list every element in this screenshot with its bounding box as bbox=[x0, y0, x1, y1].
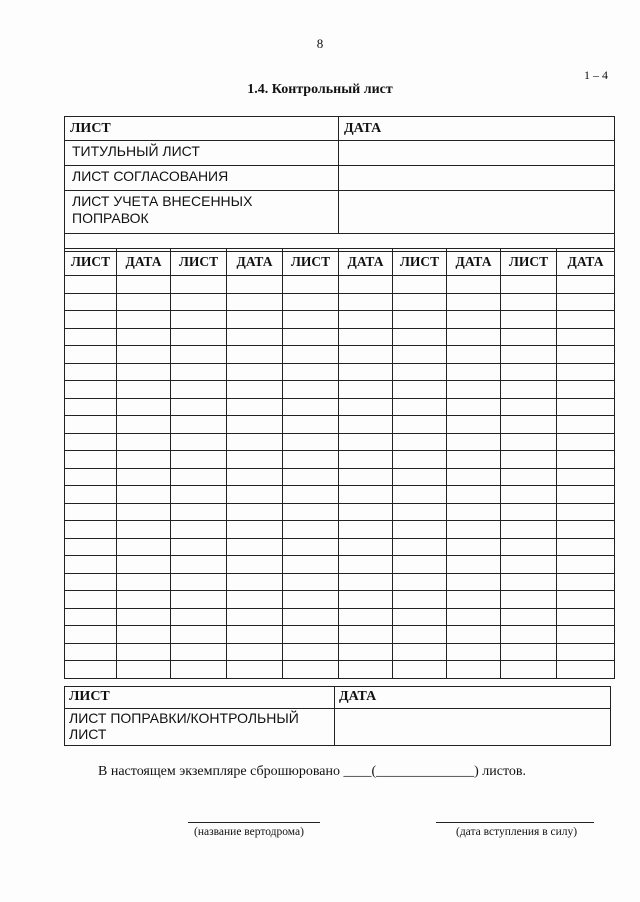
grid-cell bbox=[65, 608, 117, 626]
bottom-control-table bbox=[64, 686, 611, 746]
grid-cell bbox=[117, 556, 171, 574]
grid-cell bbox=[65, 276, 117, 294]
grid-cell bbox=[283, 416, 339, 434]
grid-cell bbox=[501, 363, 557, 381]
grid-cell bbox=[171, 311, 227, 329]
grid-cell bbox=[339, 573, 393, 591]
grid-cell bbox=[501, 346, 557, 364]
grid-cell bbox=[557, 433, 615, 451]
top-table-date-cell bbox=[339, 191, 615, 234]
grid-date-header: ДАТА bbox=[557, 249, 615, 276]
grid-cell bbox=[171, 503, 227, 521]
grid-date-header: ДАТА bbox=[447, 249, 501, 276]
grid-row bbox=[65, 381, 615, 399]
grid-sheet-header: ЛИСТ bbox=[65, 249, 117, 276]
grid-row bbox=[65, 451, 615, 469]
grid-row bbox=[65, 398, 615, 416]
grid-cell bbox=[227, 468, 283, 486]
grid-cell bbox=[283, 346, 339, 364]
grid-cell bbox=[65, 538, 117, 556]
grid-cell bbox=[557, 416, 615, 434]
grid-row bbox=[65, 346, 615, 364]
grid-cell bbox=[227, 538, 283, 556]
stitched-sheets-statement: В настоящем экземпляре сброшюровано ____(______________) листов. bbox=[98, 764, 527, 779]
grid-cell bbox=[447, 381, 501, 399]
grid-cell bbox=[393, 311, 447, 329]
bottom-table-sheet-header: ЛИСТ bbox=[65, 687, 335, 709]
grid-cell bbox=[339, 556, 393, 574]
grid-row bbox=[65, 311, 615, 329]
grid-row bbox=[65, 416, 615, 434]
grid-cell bbox=[227, 433, 283, 451]
grid-cell bbox=[117, 468, 171, 486]
grid-cell bbox=[171, 556, 227, 574]
grid-cell bbox=[283, 486, 339, 504]
grid-cell bbox=[227, 626, 283, 644]
grid-cell bbox=[501, 503, 557, 521]
grid-cell bbox=[393, 433, 447, 451]
grid-cell bbox=[171, 346, 227, 364]
grid-row bbox=[65, 363, 615, 381]
grid-cell bbox=[557, 276, 615, 294]
grid-cell bbox=[447, 328, 501, 346]
grid-cell bbox=[65, 398, 117, 416]
grid-cell bbox=[171, 363, 227, 381]
grid-cell bbox=[283, 468, 339, 486]
grid-cell bbox=[171, 521, 227, 539]
grid-cell bbox=[65, 346, 117, 364]
grid-cell bbox=[393, 328, 447, 346]
grid-cell bbox=[171, 486, 227, 504]
grid-cell bbox=[171, 293, 227, 311]
grid-cell bbox=[171, 626, 227, 644]
grid-cell bbox=[339, 608, 393, 626]
grid-cell bbox=[557, 293, 615, 311]
top-control-table bbox=[64, 116, 615, 252]
grid-cell bbox=[227, 591, 283, 609]
heliport-name-signature-line bbox=[188, 822, 320, 823]
grid-cell bbox=[171, 433, 227, 451]
grid-cell bbox=[339, 591, 393, 609]
grid-cell bbox=[557, 591, 615, 609]
grid-cell bbox=[339, 468, 393, 486]
grid-cell bbox=[65, 416, 117, 434]
grid-cell bbox=[447, 468, 501, 486]
grid-cell bbox=[447, 521, 501, 539]
grid-cell bbox=[117, 608, 171, 626]
grid-cell bbox=[117, 538, 171, 556]
grid-cell bbox=[283, 538, 339, 556]
page-number: 8 bbox=[316, 36, 324, 51]
grid-cell bbox=[283, 643, 339, 661]
grid-cell bbox=[283, 433, 339, 451]
grid-sheet-header: ЛИСТ bbox=[283, 249, 339, 276]
top-table-date-cell bbox=[339, 166, 615, 191]
grid-cell bbox=[501, 328, 557, 346]
grid-date-header: ДАТА bbox=[339, 249, 393, 276]
grid-cell bbox=[171, 538, 227, 556]
grid-cell bbox=[557, 643, 615, 661]
grid-cell bbox=[501, 643, 557, 661]
grid-cell bbox=[339, 416, 393, 434]
grid-cell bbox=[393, 293, 447, 311]
grid-cell bbox=[283, 276, 339, 294]
grid-cell bbox=[393, 346, 447, 364]
grid-cell bbox=[227, 381, 283, 399]
grid-cell bbox=[171, 451, 227, 469]
grid-cell bbox=[501, 276, 557, 294]
grid-cell bbox=[65, 556, 117, 574]
grid-cell bbox=[393, 276, 447, 294]
grid-cell bbox=[501, 521, 557, 539]
grid-cell bbox=[227, 293, 283, 311]
grid-cell bbox=[117, 503, 171, 521]
grid-date-header: ДАТА bbox=[227, 249, 283, 276]
grid-row bbox=[65, 661, 615, 679]
grid-row bbox=[65, 556, 615, 574]
grid-cell bbox=[557, 363, 615, 381]
grid-cell bbox=[501, 591, 557, 609]
grid-row bbox=[65, 608, 615, 626]
grid-cell bbox=[393, 468, 447, 486]
heliport-name-caption: (название вертодрома) bbox=[194, 826, 304, 838]
grid-cell bbox=[227, 556, 283, 574]
grid-cell bbox=[65, 573, 117, 591]
bottom-table-header-row bbox=[65, 687, 611, 709]
grid-cell bbox=[65, 643, 117, 661]
grid-cell bbox=[393, 538, 447, 556]
sheet-date-grid bbox=[64, 248, 615, 679]
grid-cell bbox=[557, 573, 615, 591]
grid-cell bbox=[557, 328, 615, 346]
grid-cell bbox=[227, 276, 283, 294]
grid-cell bbox=[227, 311, 283, 329]
grid-cell bbox=[227, 363, 283, 381]
grid-cell bbox=[171, 416, 227, 434]
grid-sheet-header: ЛИСТ bbox=[171, 249, 227, 276]
grid-cell bbox=[227, 661, 283, 679]
grid-cell bbox=[65, 311, 117, 329]
grid-cell bbox=[393, 486, 447, 504]
grid-cell bbox=[557, 398, 615, 416]
grid-cell bbox=[447, 311, 501, 329]
grid-cell bbox=[447, 363, 501, 381]
grid-row bbox=[65, 573, 615, 591]
grid-cell bbox=[393, 363, 447, 381]
grid-cell bbox=[393, 591, 447, 609]
grid-cell bbox=[283, 381, 339, 399]
grid-cell bbox=[227, 398, 283, 416]
grid-cell bbox=[447, 293, 501, 311]
grid-cell bbox=[283, 661, 339, 679]
grid-row bbox=[65, 328, 615, 346]
grid-cell bbox=[227, 521, 283, 539]
grid-row bbox=[65, 643, 615, 661]
grid-cell bbox=[339, 451, 393, 469]
grid-cell bbox=[171, 328, 227, 346]
top-table-row bbox=[65, 191, 615, 234]
grid-cell bbox=[283, 591, 339, 609]
grid-cell bbox=[171, 468, 227, 486]
grid-cell bbox=[283, 398, 339, 416]
grid-cell bbox=[65, 521, 117, 539]
grid-cell bbox=[117, 346, 171, 364]
grid-row bbox=[65, 468, 615, 486]
grid-row bbox=[65, 521, 615, 539]
grid-cell bbox=[283, 311, 339, 329]
grid-row bbox=[65, 293, 615, 311]
grid-cell bbox=[447, 556, 501, 574]
grid-cell bbox=[283, 503, 339, 521]
grid-row bbox=[65, 276, 615, 294]
grid-cell bbox=[227, 328, 283, 346]
top-table-sheet-cell: ЛИСТ УЧЕТА ВНЕСЕННЫХ ПОПРАВОК bbox=[65, 191, 339, 234]
grid-cell bbox=[117, 328, 171, 346]
grid-row bbox=[65, 626, 615, 644]
grid-cell bbox=[557, 521, 615, 539]
grid-cell bbox=[557, 608, 615, 626]
grid-cell bbox=[339, 328, 393, 346]
grid-cell bbox=[557, 381, 615, 399]
bottom-table-date-cell bbox=[335, 709, 611, 746]
grid-cell bbox=[501, 398, 557, 416]
bottom-table-row bbox=[65, 709, 611, 746]
grid-cell bbox=[557, 661, 615, 679]
grid-cell bbox=[557, 538, 615, 556]
grid-cell bbox=[117, 416, 171, 434]
grid-cell bbox=[117, 381, 171, 399]
grid-cell bbox=[447, 661, 501, 679]
section-title: 1.4. Контрольный лист bbox=[247, 82, 393, 97]
grid-cell bbox=[65, 468, 117, 486]
grid-cell bbox=[501, 293, 557, 311]
grid-cell bbox=[501, 486, 557, 504]
top-table-row bbox=[65, 166, 615, 191]
grid-cell bbox=[117, 433, 171, 451]
grid-cell bbox=[117, 661, 171, 679]
grid-cell bbox=[557, 486, 615, 504]
grid-cell bbox=[447, 626, 501, 644]
grid-cell bbox=[501, 573, 557, 591]
grid-row bbox=[65, 503, 615, 521]
grid-cell bbox=[227, 416, 283, 434]
grid-cell bbox=[501, 416, 557, 434]
grid-date-header: ДАТА bbox=[117, 249, 171, 276]
grid-cell bbox=[393, 661, 447, 679]
grid-cell bbox=[447, 398, 501, 416]
grid-cell bbox=[117, 486, 171, 504]
grid-cell bbox=[447, 643, 501, 661]
grid-cell bbox=[171, 591, 227, 609]
grid-cell bbox=[65, 451, 117, 469]
grid-cell bbox=[65, 591, 117, 609]
top-table-header-row bbox=[65, 117, 615, 141]
grid-cell bbox=[339, 521, 393, 539]
grid-cell bbox=[117, 276, 171, 294]
grid-cell bbox=[117, 643, 171, 661]
grid-row bbox=[65, 591, 615, 609]
grid-cell bbox=[393, 643, 447, 661]
effective-date-signature-line bbox=[436, 822, 594, 823]
grid-cell bbox=[393, 381, 447, 399]
grid-cell bbox=[117, 398, 171, 416]
grid-cell bbox=[447, 573, 501, 591]
grid-cell bbox=[501, 626, 557, 644]
grid-row bbox=[65, 486, 615, 504]
grid-cell bbox=[65, 381, 117, 399]
grid-cell bbox=[65, 328, 117, 346]
grid-cell bbox=[339, 433, 393, 451]
grid-cell bbox=[283, 608, 339, 626]
grid-cell bbox=[339, 311, 393, 329]
grid-row bbox=[65, 538, 615, 556]
section-code: 1 – 4 bbox=[584, 68, 608, 82]
grid-cell bbox=[339, 661, 393, 679]
grid-cell bbox=[117, 451, 171, 469]
grid-cell bbox=[171, 608, 227, 626]
grid-cell bbox=[557, 468, 615, 486]
grid-cell bbox=[339, 538, 393, 556]
grid-cell bbox=[171, 573, 227, 591]
grid-cell bbox=[447, 608, 501, 626]
grid-cell bbox=[339, 626, 393, 644]
grid-cell bbox=[117, 311, 171, 329]
grid-cell bbox=[393, 556, 447, 574]
grid-cell bbox=[393, 503, 447, 521]
grid-cell bbox=[501, 433, 557, 451]
grid-body bbox=[65, 276, 615, 679]
grid-cell bbox=[171, 643, 227, 661]
grid-cell bbox=[117, 293, 171, 311]
top-table-sheet-cell: ТИТУЛЬНЫЙ ЛИСТ bbox=[65, 141, 339, 166]
grid-cell bbox=[501, 468, 557, 486]
top-table-date-header: ДАТА bbox=[339, 117, 615, 141]
grid-cell bbox=[65, 363, 117, 381]
grid-cell bbox=[447, 276, 501, 294]
grid-cell bbox=[227, 346, 283, 364]
grid-cell bbox=[501, 451, 557, 469]
grid-cell bbox=[501, 538, 557, 556]
grid-cell bbox=[227, 573, 283, 591]
grid-cell bbox=[447, 503, 501, 521]
grid-cell bbox=[557, 346, 615, 364]
grid-cell bbox=[339, 276, 393, 294]
top-table-date-cell bbox=[339, 141, 615, 166]
grid-header-row bbox=[65, 249, 615, 276]
grid-cell bbox=[339, 398, 393, 416]
grid-cell bbox=[447, 433, 501, 451]
bottom-table-sheet-cell: ЛИСТ ПОПРАВКИ/КОНТРОЛЬНЫЙ ЛИСТ bbox=[65, 709, 335, 746]
grid-cell bbox=[393, 573, 447, 591]
grid-cell bbox=[447, 346, 501, 364]
grid-cell bbox=[447, 486, 501, 504]
grid-cell bbox=[117, 626, 171, 644]
grid-cell bbox=[65, 486, 117, 504]
grid-cell bbox=[501, 311, 557, 329]
grid-row bbox=[65, 433, 615, 451]
grid-cell bbox=[339, 643, 393, 661]
grid-cell bbox=[227, 643, 283, 661]
grid-cell bbox=[65, 293, 117, 311]
grid-cell bbox=[227, 608, 283, 626]
grid-cell bbox=[227, 486, 283, 504]
grid-cell bbox=[501, 661, 557, 679]
grid-cell bbox=[393, 451, 447, 469]
top-table-row bbox=[65, 141, 615, 166]
grid-cell bbox=[283, 328, 339, 346]
grid-cell bbox=[447, 538, 501, 556]
grid-cell bbox=[447, 416, 501, 434]
grid-cell bbox=[171, 661, 227, 679]
grid-cell bbox=[171, 398, 227, 416]
grid-cell bbox=[65, 661, 117, 679]
grid-cell bbox=[283, 521, 339, 539]
grid-sheet-header: ЛИСТ bbox=[393, 249, 447, 276]
grid-cell bbox=[393, 521, 447, 539]
grid-cell bbox=[283, 626, 339, 644]
grid-cell bbox=[65, 503, 117, 521]
grid-cell bbox=[339, 293, 393, 311]
grid-cell bbox=[117, 591, 171, 609]
grid-cell bbox=[339, 486, 393, 504]
grid-cell bbox=[283, 573, 339, 591]
grid-cell bbox=[339, 381, 393, 399]
grid-cell bbox=[501, 608, 557, 626]
grid-cell bbox=[393, 608, 447, 626]
grid-cell bbox=[283, 363, 339, 381]
grid-cell bbox=[393, 626, 447, 644]
grid-sheet-header: ЛИСТ bbox=[501, 249, 557, 276]
effective-date-caption: (дата вступления в силу) bbox=[456, 826, 578, 838]
grid-cell bbox=[117, 573, 171, 591]
grid-cell bbox=[557, 451, 615, 469]
grid-cell bbox=[171, 276, 227, 294]
bottom-table-date-header: ДАТА bbox=[335, 687, 611, 709]
grid-cell bbox=[227, 503, 283, 521]
grid-cell bbox=[557, 503, 615, 521]
grid-cell bbox=[393, 416, 447, 434]
top-table-sheet-cell: ЛИСТ СОГЛАСОВАНИЯ bbox=[65, 166, 339, 191]
grid-cell bbox=[557, 311, 615, 329]
grid-cell bbox=[447, 591, 501, 609]
grid-cell bbox=[227, 451, 283, 469]
top-table-sheet-header: ЛИСТ bbox=[65, 117, 339, 141]
grid-cell bbox=[393, 398, 447, 416]
grid-cell bbox=[171, 381, 227, 399]
grid-cell bbox=[283, 293, 339, 311]
grid-cell bbox=[283, 451, 339, 469]
grid-cell bbox=[501, 381, 557, 399]
grid-cell bbox=[117, 363, 171, 381]
grid-cell bbox=[447, 451, 501, 469]
grid-cell bbox=[501, 556, 557, 574]
grid-cell bbox=[557, 556, 615, 574]
grid-cell bbox=[557, 626, 615, 644]
grid-cell bbox=[339, 363, 393, 381]
grid-cell bbox=[117, 521, 171, 539]
grid-cell bbox=[283, 556, 339, 574]
grid-cell bbox=[65, 626, 117, 644]
grid-cell bbox=[65, 433, 117, 451]
grid-cell bbox=[339, 503, 393, 521]
grid-cell bbox=[339, 346, 393, 364]
